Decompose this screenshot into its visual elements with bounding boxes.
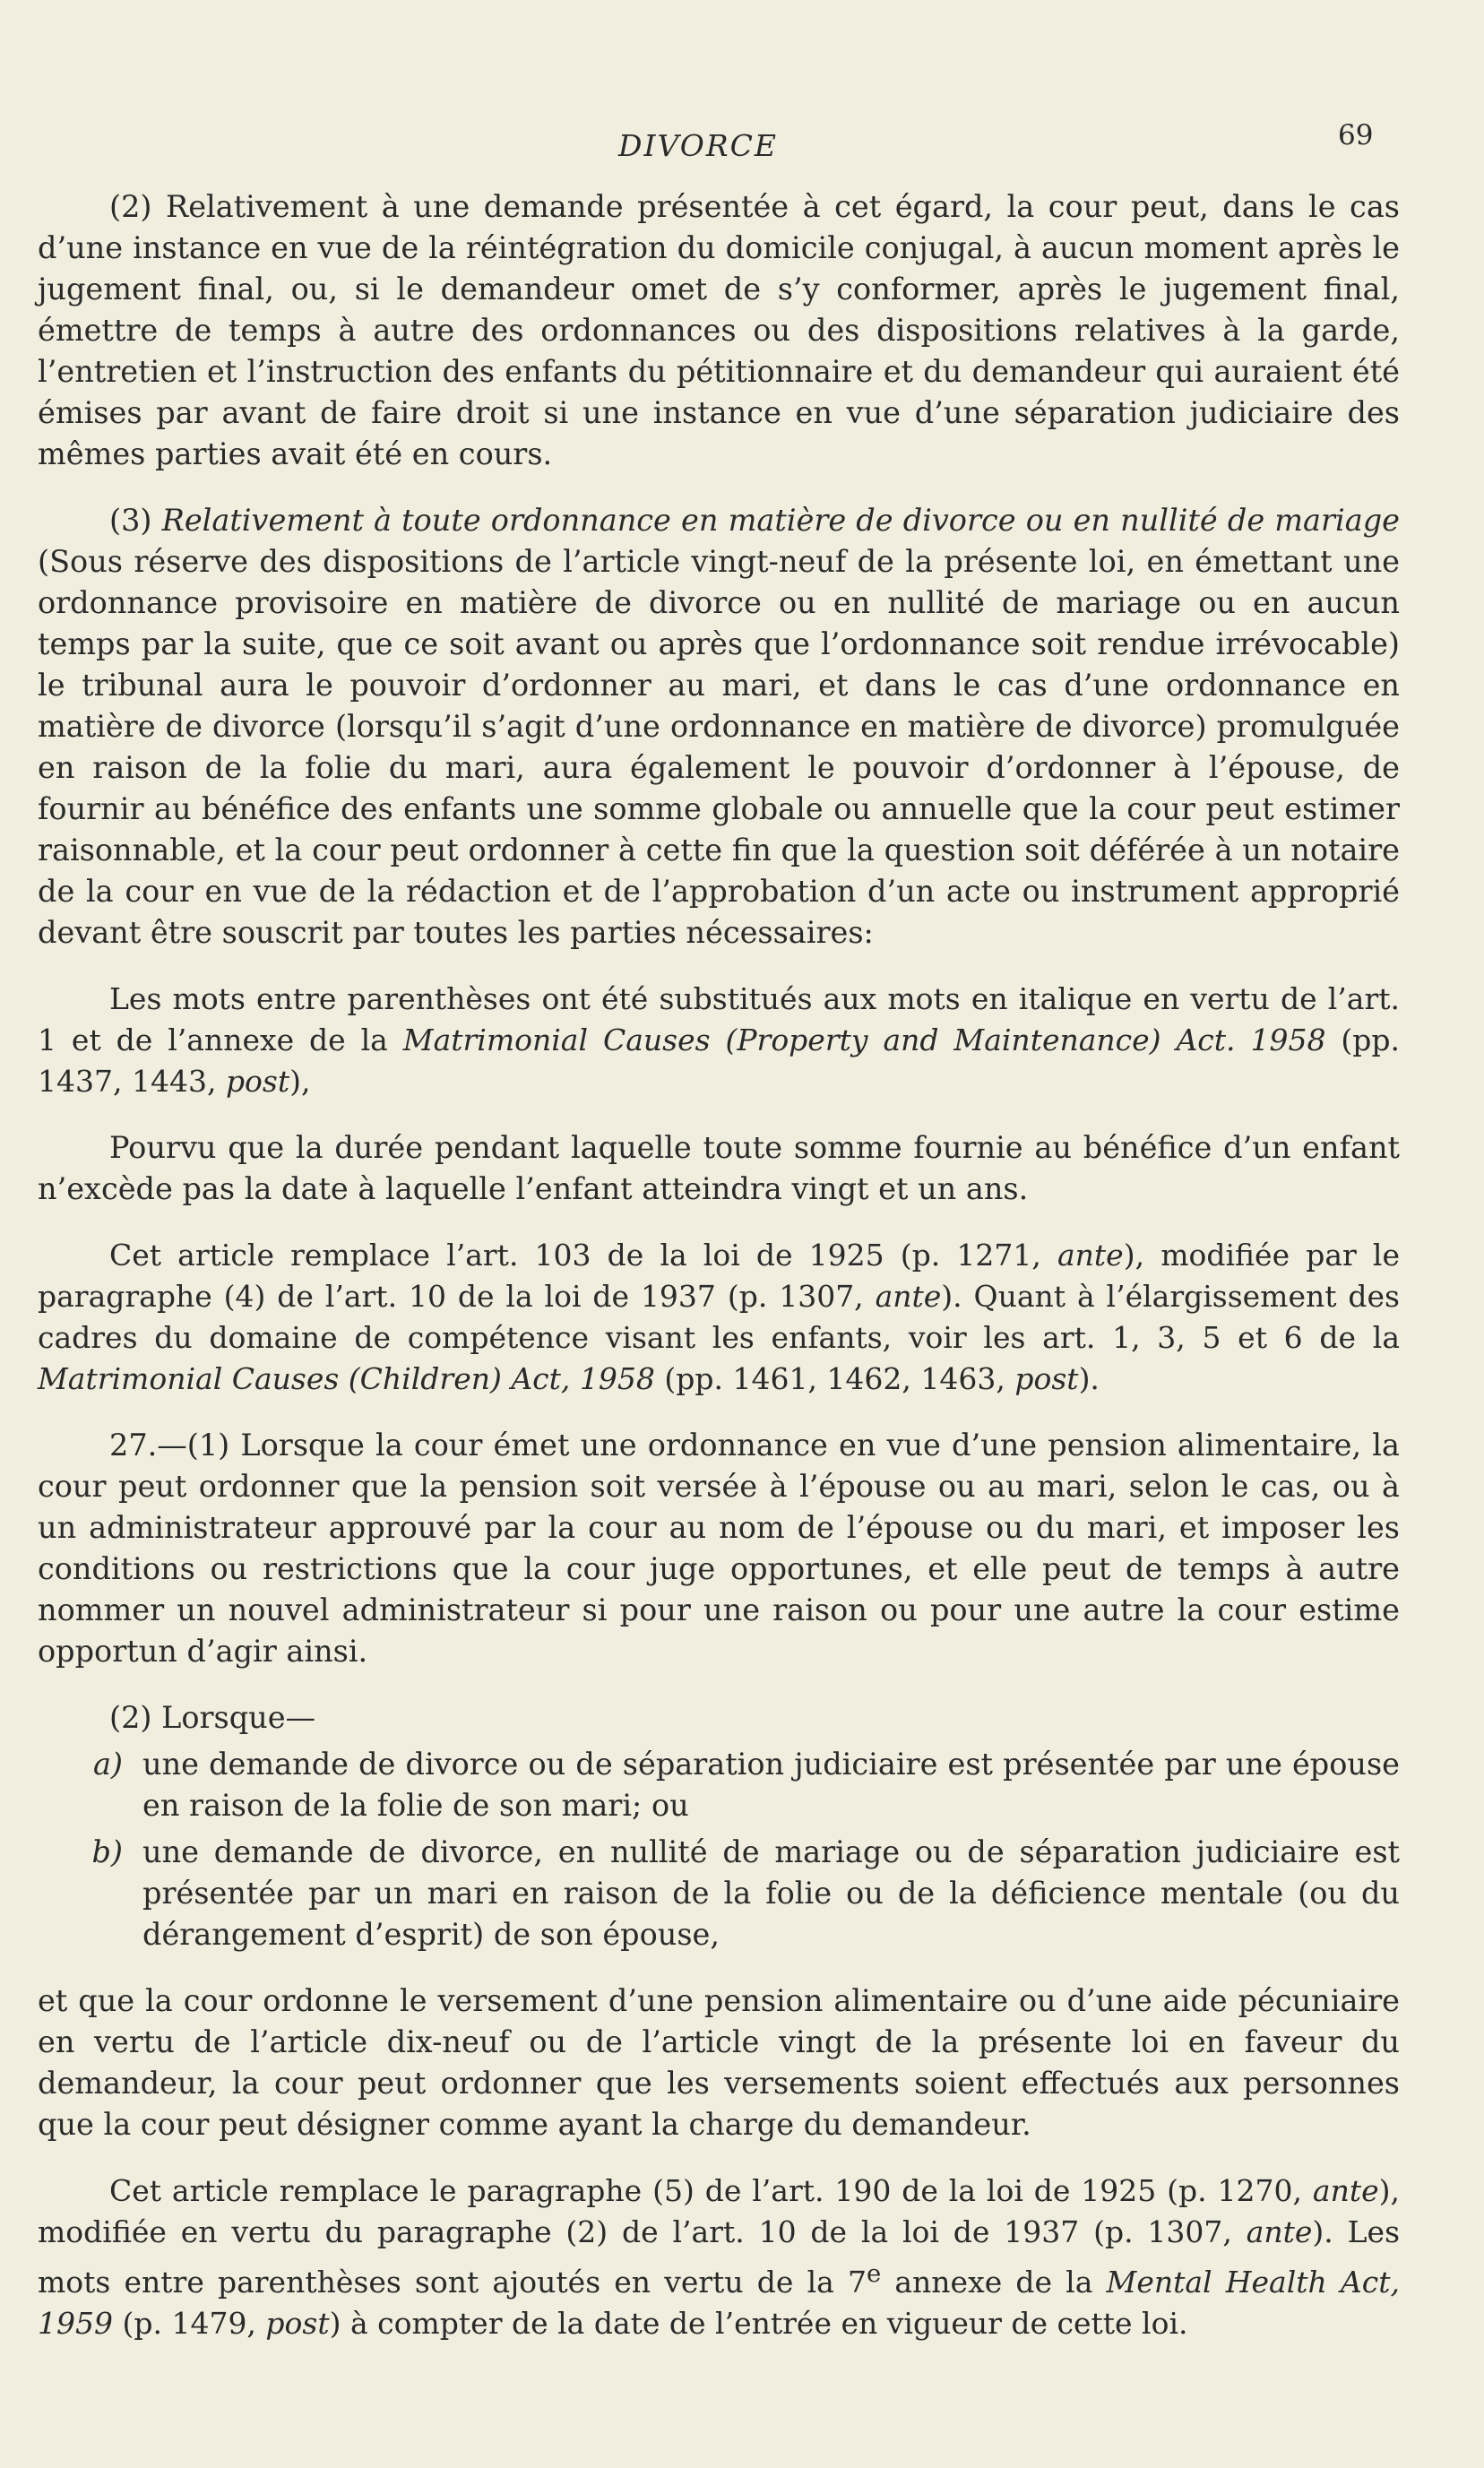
note-2 [38, 1235, 1400, 1400]
note3-c: ). Les mots entre parenthèses sont ajoutés en vertu de la 7 [38, 2214, 1400, 2300]
p3-italic: Relativement à toute ordonnance en matière de divorce ou en nullité de mariage [161, 503, 1400, 538]
section-27-1: 27.—(1) Lorsque la cour émet une ordonnance en vue d’une pension alimentaire, la cour peut ordonner que la pension soit versée à l’épouse ou au mari, selon le cas, ou à un administrateur approuvé par la cour au nom de l’épouse ou du mari, et imposer les conditions ou restrictions que la cour juge opportunes, et elle peut de temps à autre nommer un nouvel administrateur si pour une raison ou pour une autre la cour estime opportun d’agir ainsi. [38, 1428, 1400, 1669]
note2-italic: Matrimonial Causes (Children) Act, 1958 [38, 1361, 655, 1396]
note3-ante2: ante [1246, 2214, 1313, 2249]
note1-c: ), [289, 1064, 311, 1099]
note2-ante2: ante [875, 1279, 942, 1314]
running-title: DIVORCE [618, 128, 778, 163]
note2-d: (pp. 1461, 1462, 1463, [654, 1361, 1015, 1396]
note1-a: Les mots entre parenthèses ont été substitués aux mots en italique en vertu de l’art. 1 et de l’annexe de la [38, 981, 1400, 1057]
page-number: 69 [1338, 119, 1374, 151]
list-item-label: a) [92, 1747, 123, 1782]
list-item [38, 1832, 1400, 1955]
note3-d: annexe de la [881, 2265, 1107, 2300]
list-item-text: une demande de divorce, en nullité de mariage ou de séparation judiciaire est présentée par un mari en raison de la folie ou de la déficience mentale (ou du dérangement d’esprit) de son épouse, [142, 1834, 1400, 1952]
note1-italic: Matrimonial Causes (Property and Maintenance) Act. 1958 [402, 1023, 1326, 1057]
list-item [38, 1744, 1400, 1826]
list-item-text: une demande de divorce ou de séparation judiciaire est présentée par une épouse en raison de la folie de son mari; ou [142, 1747, 1400, 1823]
note-1 [38, 979, 1400, 1102]
note3-f: ) à compter de la date de l’entrée en vigueur de cette loi. [329, 2306, 1188, 2341]
p3-rest: (Sous réserve des dispositions de l’article vingt-neuf de la présente loi, en émettant une ordonnance provisoire en matière de divorce ou en nullité de mariage ou en aucun temps par la suite, que ce soit avant ou après que l’ordonnance soit rendue irrévocable) le tribunal aura le pouvoir d’ordonner au mari, et dans le cas d’une ordonnance en matière de divorce (lorsqu’il s’agit d’une ordonnance en matière de divorce) promulguée en raison de la folie du mari, aura également le pouvoir d’ordonner à l’épouse, de fournir au bénéfice des enfants une somme globale ou annuelle que la cour peut estimer raisonnable, et la cour peut ordonner à cette fin que la question soit déférée à un notaire de la cour en vue de la rédaction et de l’approbation d’un acte ou instrument approprié devant être souscrit par toutes les parties nécessaires: [38, 544, 1400, 950]
note1-post: post [225, 1064, 290, 1099]
paragraph-3 [38, 500, 1400, 954]
note3-a: Cet article remplace le paragraphe (5) de l’art. 190 de la loi de 1925 (p. 1270, [109, 2173, 1313, 2208]
note2-e: ). [1078, 1361, 1100, 1396]
note3-post: post [265, 2306, 330, 2341]
note-3 [38, 2170, 1400, 2344]
note2-b: ), modifiée par le paragraphe (4) de l’art. 10 de la loi de 1937 (p. 1307, [38, 1238, 1400, 1314]
paragraph-2: (2) Relativement à une demande présentée à cet égard, la cour peut, dans le cas d’une instance en vue de la réintégration du domicile conjugal, à aucun moment après le jugement final, ou, si le demandeur omet de s’y conformer, après le jugement final, émettre de temps à autre des ordonnances ou des dispositions relatives à la garde, l’entretien et l’instruction des enfants du pétitionnaire et du demandeur qui auraient été émises par avant de faire droit si une instance en vue d’une séparation judiciaire des mêmes parties avait été en cours. [38, 189, 1400, 471]
list-item-label: b) [91, 1834, 123, 1869]
section-27-2-intro: (2) Lorsque— [109, 1700, 316, 1735]
section-27-2-continuation: et que la cour ordonne le versement d’une pension alimentaire ou d’une aide pécuniaire en vertu de l’article dix-neuf ou de l’article vingt de la présente loi en faveur du demandeur, la cour peut ordonner que les versements soient effectués aux personnes que la cour peut désigner comme ayant la charge du demandeur. [38, 1983, 1400, 2142]
proviso: Pourvu que la durée pendant laquelle toute somme fournie au bénéfice d’un enfant n’excède pas la date à laquelle l’enfant atteindra vingt et un ans. [38, 1130, 1400, 1206]
note3-b: ), modifiée en vertu du paragraphe (2) de l’art. 10 de la loi de 1937 (p. 1307, [38, 2173, 1400, 2249]
note3-sup: e [866, 2259, 882, 2288]
note1-b: (pp. 1437, 1443, [38, 1023, 1400, 1099]
p3-lead: (3) [109, 503, 162, 538]
body-text [38, 186, 1400, 2369]
note2-ante1: ante [1057, 1238, 1124, 1273]
note3-ante1: ante [1312, 2173, 1379, 2208]
note2-post: post [1014, 1361, 1079, 1396]
note2-a: Cet article remplace l’art. 103 de la loi de 1925 (p. 1271, [109, 1238, 1057, 1273]
note3-e: (p. 1479, [112, 2306, 266, 2341]
section-27-2-list [38, 1744, 1400, 1955]
note2-c: ). Quant à l’élargissement des cadres du domaine de compétence visant les enfants, voir les art. 1, 3, 5 et 6 de la [38, 1279, 1400, 1355]
note3-italic: Mental Health Act, 1959 [38, 2265, 1400, 2341]
